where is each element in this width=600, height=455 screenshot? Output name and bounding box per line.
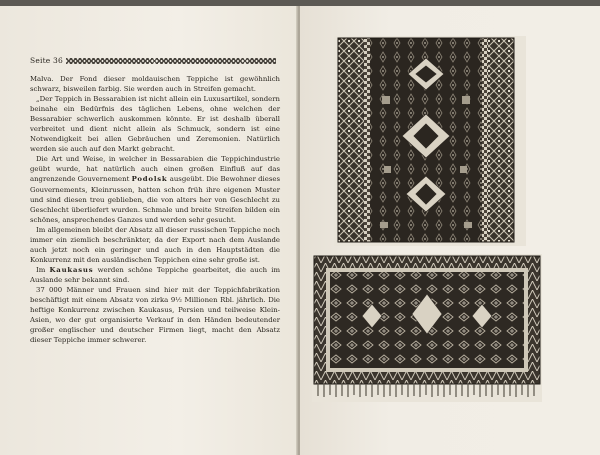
page-number: Seite 36 [30,56,63,65]
rug-border-right [488,38,514,242]
fringed-rug-photo [312,254,542,402]
body-text [30,74,280,345]
paragraph [30,154,280,224]
page-header [30,56,278,68]
rug-guard-stripe [482,38,488,242]
fringed-rug-image [312,254,542,402]
text-run: Die Art und Weise, in welcher in Bessarabien die Teppichindustrie geübt wurde, hat natürlich auch einen großen Einfluß auf das angrenzende Gouvernement [30,155,280,184]
emphasized-term: Kaukasus [49,265,94,274]
rug-guard-stripe [364,38,370,242]
runner-rug-image [334,36,526,246]
left-page [0,6,299,455]
emphasized-term: Podolsk [131,175,168,184]
header-ornament [66,58,276,64]
text-run: ausgeübt. Die Bewohner dieses Gouvernements, Kleinrussen, hatten schon früh ihre eigenen Muster und sind diesen treu geblieben, die von alters her von Geschlecht zu Geschlecht überliefert wurden. Schmale und breite Streifen bilden ein schönes, ansprechendes Ganzes und werden sehr gesucht. [30,175,280,224]
runner-rug-photo [334,36,526,246]
paragraph [30,265,280,285]
paragraph: Im allgemeinen bleibt der Absatz all dieser russischen Teppiche noch immer ein ziemlich beschränkter, da der Export nach dem Auslande auch jetzt noch ein geringer und auch in den Hauptstädten die Konkurrenz mit den ausländischen Teppichen eine sehr große ist. [30,225,280,264]
paragraph: 37 000 Männer und Frauen sind hier mit der Teppichfabrikation beschäftigt mit einem Absatz von zirka 9½ Millionen Rbl. jährlich. Die heftige Konkurrenz zwischen Kaukasus, Persien und teilweise Klein-Asien, wo der gut organisierte Verkauf in den Händen bedeutender großer englischer und deutscher Firmen liegt, macht den Absatz dieser Teppiche immer schwerer. [30,285,280,345]
text-run: Im [36,265,50,274]
paragraph: Malva. Der Fond dieser moldauischen Teppiche ist gewöhnlich schwarz, bisweilen farbig. Sie werden auch in Streifen gemacht. [30,75,280,94]
paragraph: „Der Teppich in Bessarabien ist nicht allein ein Luxusartikel, sondern beinahe ein Bedürfnis des täglichen Lebens, ohne welchen der Bessarabier schwerlich auskommen könnte. Er ist deshalb überall verbreitet und dient nicht allein als Schmuck, sondern ist eine Notwendigkeit bei allen Gebräuchen und Zeremonien. Natürlich werden sie auch auf den Markt gebracht. [30,95,280,154]
rug-border-left [338,38,364,242]
rug-fringe [318,384,534,397]
text-run: werden schöne Teppiche gearbeitet, die auch im Auslande sehr bekannt sind. [30,265,281,284]
